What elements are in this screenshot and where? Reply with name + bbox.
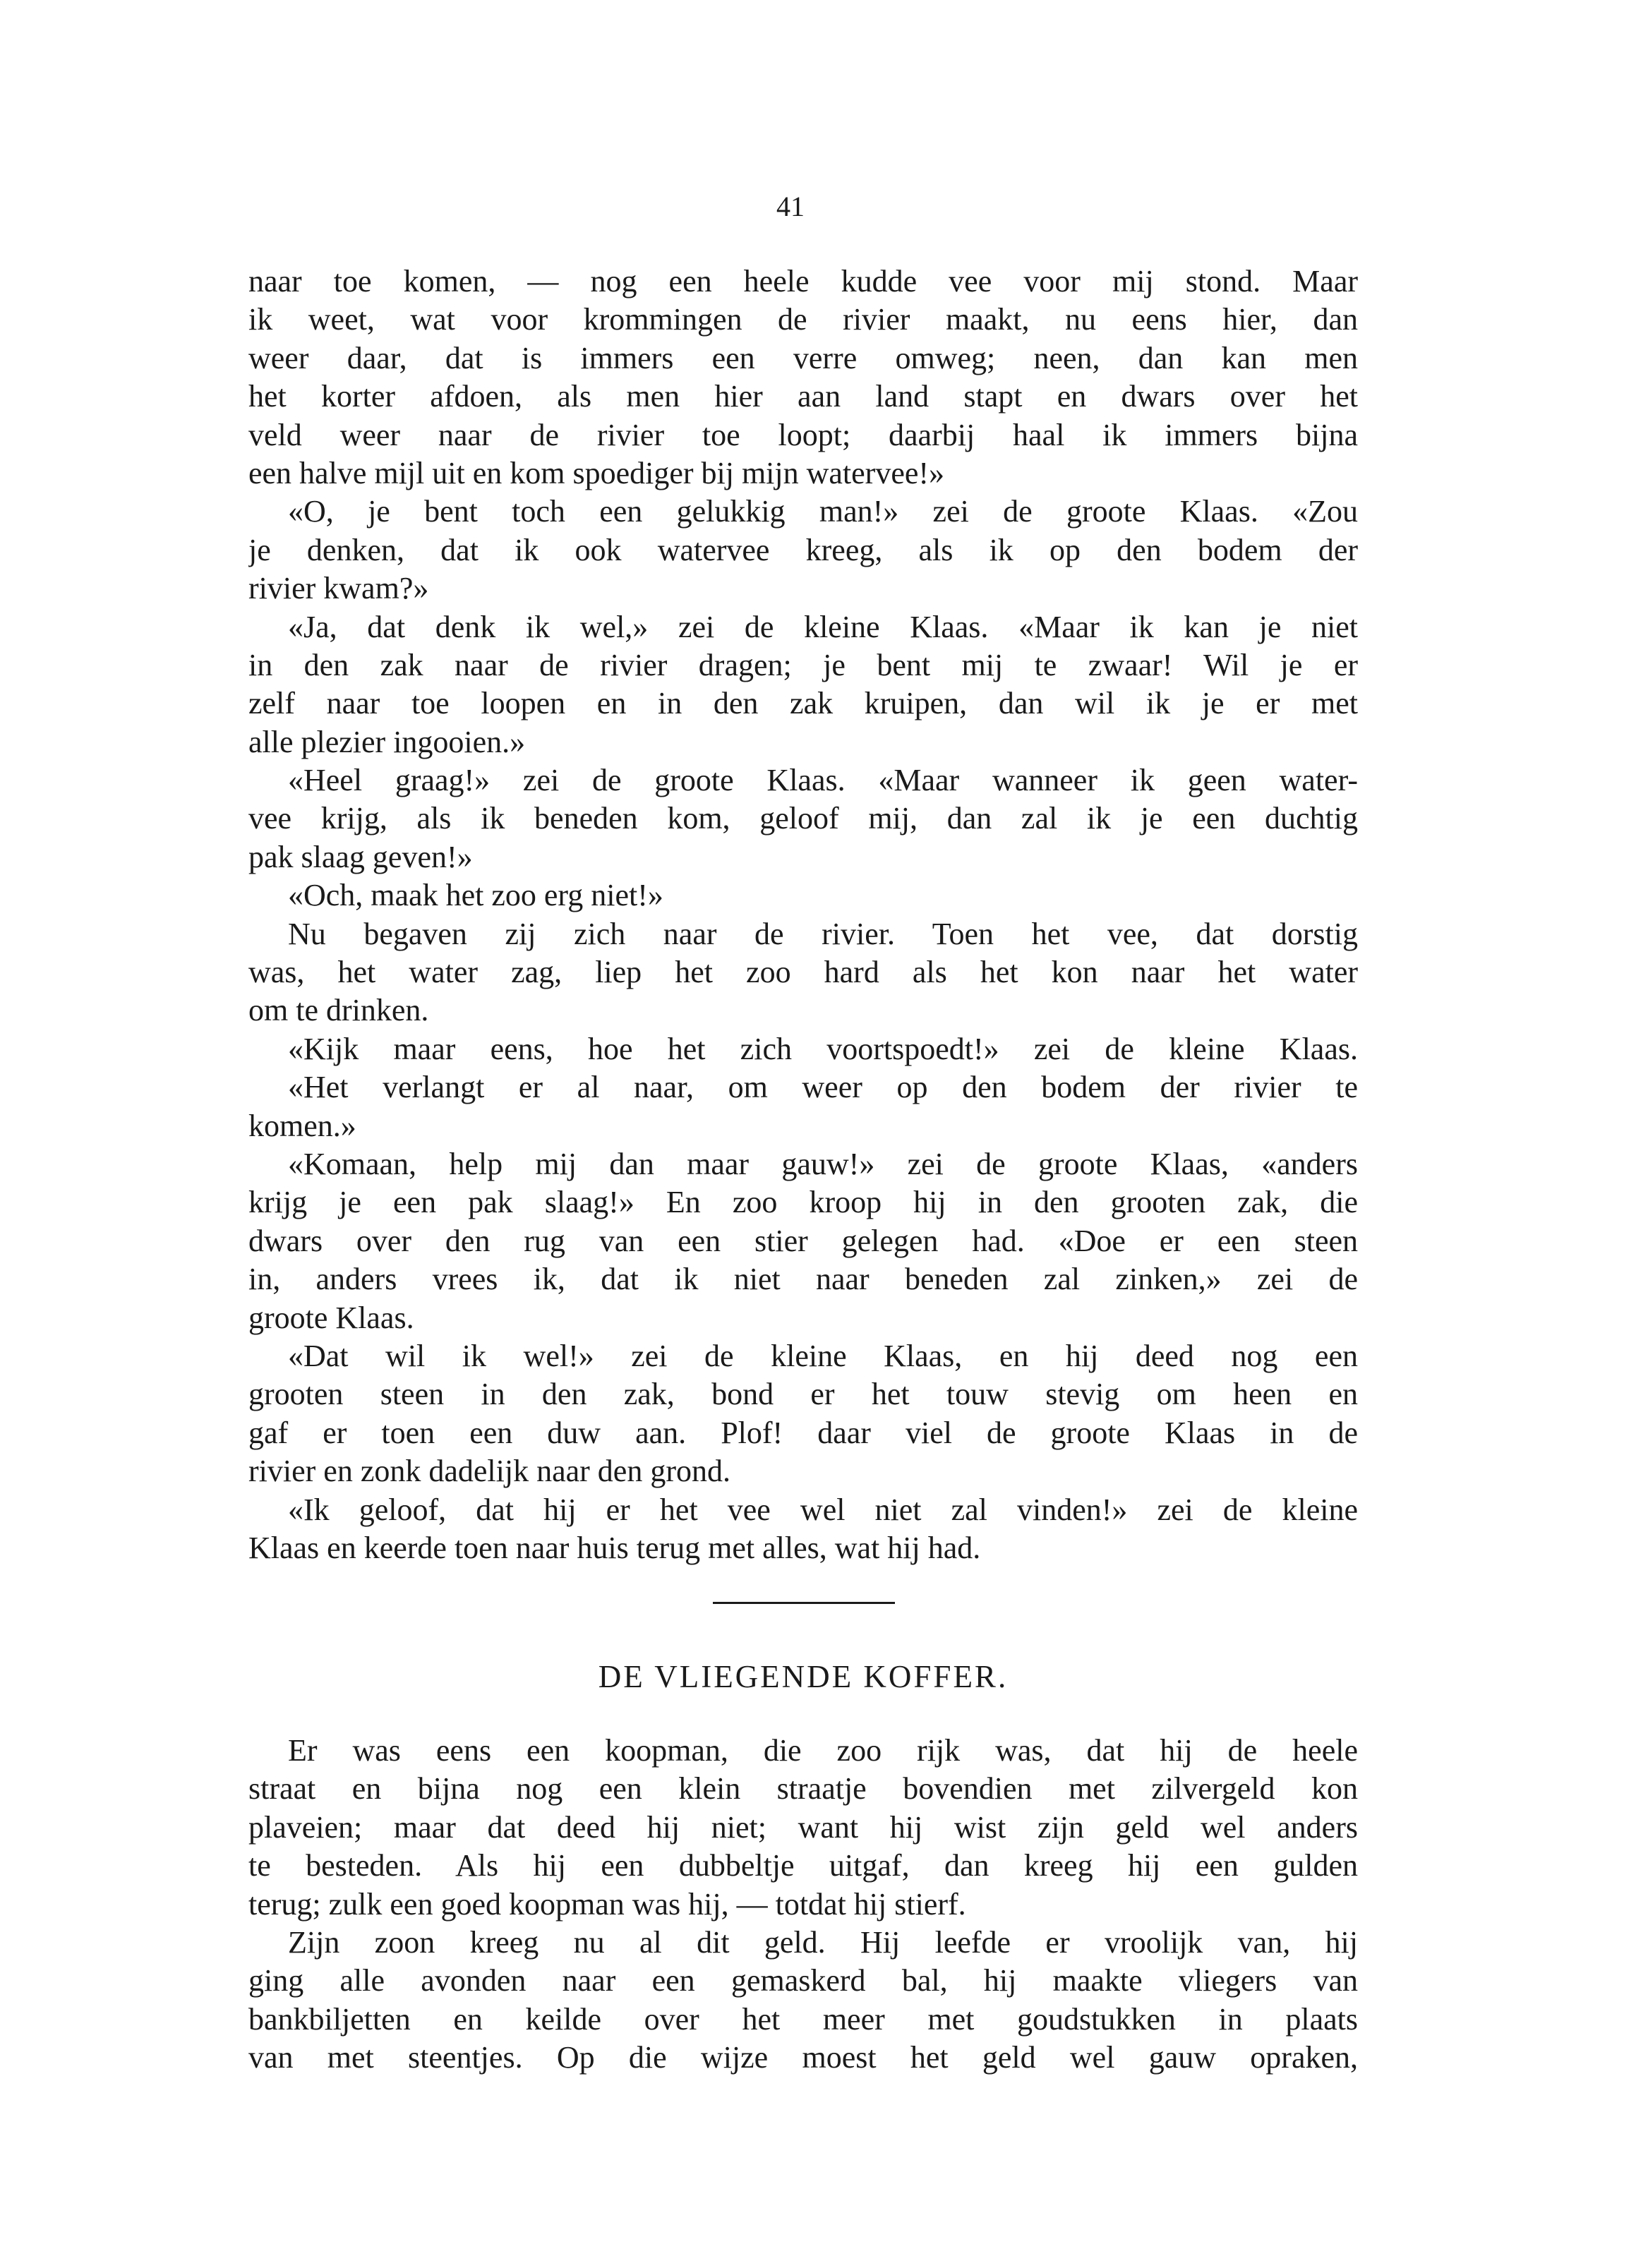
text-line: ik weet, wat voor krommingen de rivier maakt, nu eens hier, dan (248, 302, 1358, 337)
text-block-new-story (248, 1732, 1358, 2077)
text-line: «Ik geloof, dat hij er het vee wel niet zal vinden!» zei de kleine (288, 1492, 1358, 1527)
text-line: dwars over den rug van een stier gelegen had. «Doe er een steen (248, 1223, 1358, 1258)
text-line: «Kijk maar eens, hoe het zich voortspoedt!» zei de kleine Klaas. (288, 1031, 1358, 1066)
text-line: Er was eens een koopman, die zoo rijk was, dat hij de heele (288, 1733, 1358, 1768)
text-line: Nu begaven zij zich naar de rivier. Toen het vee, dat dorstig (288, 916, 1358, 951)
text-line: bankbiljetten en keilde over het meer met goudstukken in plaats (248, 2001, 1358, 2037)
text-line: van met steentjes. Op die wijze moest het geld wel gauw opraken, (248, 2040, 1358, 2075)
text-line: rivier kwam?» (248, 571, 429, 606)
page-number: 41 (776, 191, 805, 222)
text-line: naar toe komen, — nog een heele kudde vee voor mij stond. Maar (248, 264, 1358, 298)
text-line: «Heel graag!» zei de groote Klaas. «Maar wanneer ik geen water- (288, 763, 1358, 798)
text-line: je denken, dat ik ook watervee kreeg, als ik op den bodem der (248, 532, 1358, 567)
text-line: Zijn zoon kreeg nu al dit geld. Hij leefde er vroolijk van, hij (288, 1924, 1358, 1960)
text-line: weer daar, dat is immers een verre omweg; neen, dan kan men (248, 340, 1358, 375)
text-line: groote Klaas. (248, 1300, 414, 1335)
text-line: «Het verlangt er al naar, om weer op den bodem der rivier te (288, 1070, 1358, 1105)
text-block-story-end (248, 263, 1358, 1567)
text-line: terug; zulk een goed koopman was hij, — totdat hij stierf. (248, 1886, 966, 1922)
text-line: «Och, maak het zoo erg niet!» (288, 878, 663, 913)
text-line: in, anders vrees ik, dat ik niet naar beneden zal zinken,» zei de (248, 1262, 1358, 1297)
text-line: «O, je bent toch een gelukkig man!» zei de groote Klaas. «Zou (288, 494, 1358, 529)
text-line: te besteden. Als hij een dubbeltje uitgaf, dan kreeg hij een gulden (248, 1848, 1358, 1883)
text-line: komen.» (248, 1108, 356, 1143)
section-title: DE VLIEGENDE KOFFER. (598, 1659, 1009, 1694)
text-line: in den zak naar de rivier dragen; je bent mij te zwaar! Wil je er (248, 647, 1358, 682)
text-line: «Dat wil ik wel!» zei de kleine Klaas, en hij deed nog een (288, 1338, 1358, 1373)
text-line: vee krijg, als ik beneden kom, geloof mij, dan zal ik je een duchtig (248, 801, 1358, 836)
text-line: het korter afdoen, als men hier aan land stapt en dwars over het (248, 379, 1358, 414)
text-line: grooten steen in den zak, bond er het touw stevig om heen en (248, 1377, 1358, 1412)
text-line: gaf er toen een duw aan. Plof! daar viel de groote Klaas in de (248, 1415, 1358, 1450)
text-line: Klaas en keerde toen naar huis terug met alles, wat hij had. (248, 1530, 981, 1565)
section-divider (713, 1602, 895, 1604)
text-line: een halve mijl uit en kom spoediger bij mijn watervee!» (248, 455, 945, 490)
text-line: zelf naar toe loopen en in den zak kruipen, dan wil ik je er met (248, 686, 1358, 721)
text-line: krijg je een pak slaag!» En zoo kroop hij in den grooten zak, die (248, 1185, 1358, 1220)
text-line: «Komaan, help mij dan maar gauw!» zei de groote Klaas, «anders (288, 1146, 1358, 1181)
text-line: «Ja, dat denk ik wel,» zei de kleine Klaas. «Maar ik kan je niet (288, 609, 1358, 644)
text-line: pak slaag geven!» (248, 839, 473, 874)
text-line: straat en bijna nog een klein straatje bovendien met zilvergeld kon (248, 1771, 1358, 1806)
text-line: om te drinken. (248, 993, 429, 1028)
text-line: ging alle avonden naar een gemaskerd bal, hij maakte vliegers van (248, 1963, 1358, 1998)
text-line: alle plezier ingooien.» (248, 724, 526, 759)
text-line: rivier en zonk dadelijk naar den grond. (248, 1454, 730, 1489)
text-line: was, het water zag, liep het zoo hard als het kon naar het water (248, 955, 1358, 990)
text-line: plaveien; maar dat deed hij niet; want hij wist zijn geld wel anders (248, 1809, 1358, 1845)
text-line: veld weer naar de rivier toe loopt; daarbij haal ik immers bijna (248, 417, 1358, 452)
